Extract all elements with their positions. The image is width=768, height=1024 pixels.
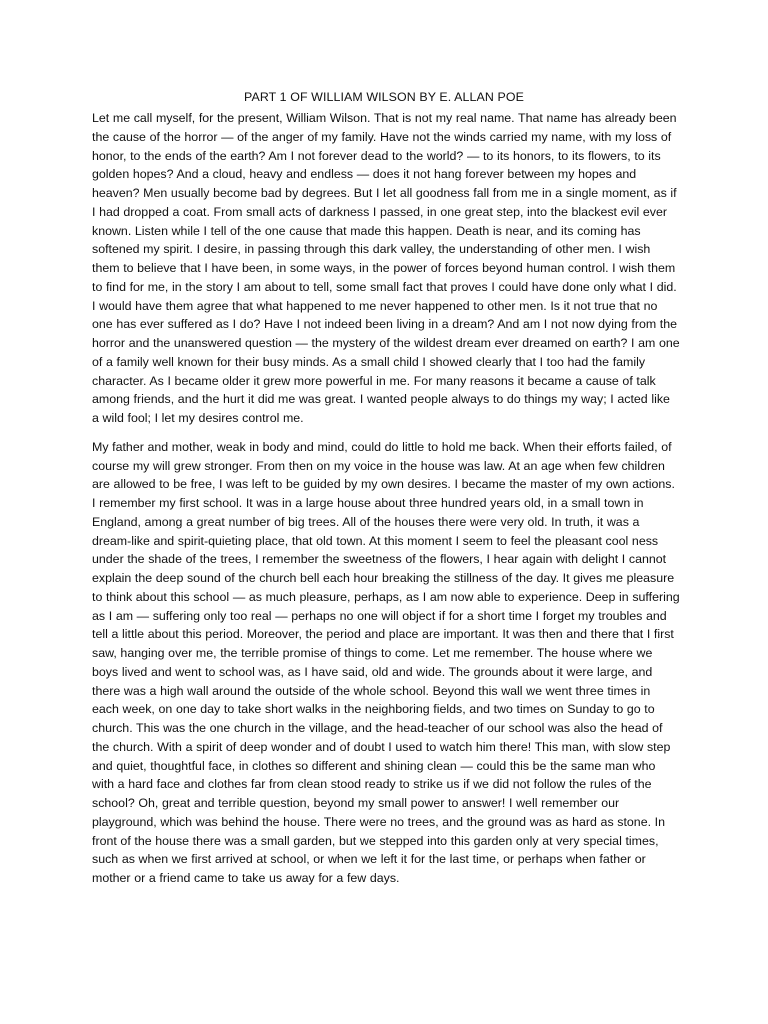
document-body [92, 109, 680, 888]
paragraph: My father and mother, weak in body and mind, could do little to hold me back. When their efforts failed, of course my will grew stronger. From then on my voice in the house was law. At an age when few children are allowed to be free, I was left to be guided by my own desires. I became the master of my own actions. I remember my first school. It was in a large house about three hundred years old, in a small town in England, among a great number of big trees. All of the houses there were very old. In truth, it was a dream-like and spirit-quieting place, that old town. At this moment I seem to feel the pleasant cool ness under the shade of the trees, I remember the sweetness of the flowers, I hear again with delight I cannot explain the deep sound of the church bell each hour breaking the stillness of the day. It gives me pleasure to think about this school — as much pleasure, perhaps, as I am now able to experience. Deep in suffering as I am — suffering only too real — perhaps no one will object if for a short time I forget my troubles and tell a little about this period. Moreover, the period and place are important. It was then and there that I first saw, hanging over me, the terrible promise of things to come. Let me remember. The house where we boys lived and went to school was, as I have said, old and wide. The grounds about it were large, and there was a high wall around the outside of the whole school. Beyond this wall we went three times in each week, on one day to take short walks in the neighboring fields, and two times on Sunday to go to church. This was the one church in the village, and the head-teacher of our school was also the head of the church. With a spirit of deep wonder and of doubt I used to watch him there! This man, with slow step and quiet, thoughtful face, in clothes so different and shining clean — could this be the same man who with a hard face and clothes far from clean stood ready to strike us if we did not follow the rules of the school? Oh, great and terrible question, beyond my small power to answer! I well remember our playground, which was behind the house. There were no trees, and the ground was as hard as stone. In front of the house there was a small garden, but we stepped into this garden only at very special times, such as when we first arrived at school, or when we left it for the last time, or perhaps when father or mother or a friend came to take us away for a few days. [92, 439, 680, 885]
paragraph: Let me call myself, for the present, William Wilson. That is not my real name. That name has already been the cause of the horror — of the anger of my family. Have not the winds carried my name, with my loss of honor, to the ends of the earth? Am I not forever dead to the world? — to its honors, to its flowers, to its golden hopes? And a cloud, heavy and endless — does it not hang forever between my hopes and heaven? Men usually become bad by degrees. But I let all goodness fall from me in a single moment, as if I had dropped a coat. From small acts of darkness I passed, in one great step, into the blackest evil ever known. Listen while I tell of the one cause that made this happen. Death is near, and its coming has softened my spirit. I desire, in passing through this dark valley, the understanding of other men. I wish them to believe that I have been, in some ways, in the power of forces beyond human control. I wish them to find for me, in the story I am about to tell, some small fact that proves I could have done only what I did. I would have them agree that what happened to me never happened to other men. Is it not true that no one has ever suffered as I do? Have I not indeed been living in a dream? And am I not now dying from the horror and the unanswered question — the mystery of the wildest dream ever dreamed on earth? I am one of a family well known for their busy minds. As a small child I showed clearly that I too had the family character. As I became older it grew more powerful in me. For many reasons it became a cause of talk among friends, and the hurt it did me was great. I wanted people always to do things my way; I acted like a wild fool; I let my desires control me. [92, 111, 680, 425]
document-title: PART 1 OF WILLIAM WILSON BY E. ALLAN POE [244, 90, 524, 104]
